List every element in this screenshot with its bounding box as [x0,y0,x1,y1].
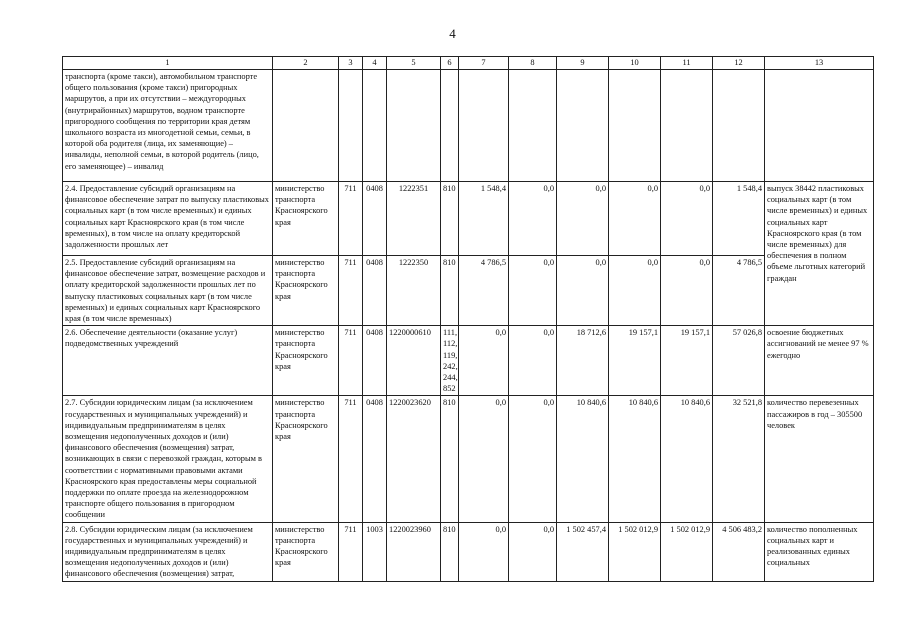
column-header: 11 [661,57,713,70]
value-total: 4 506 483,2 [713,522,765,581]
responsible-body: министерство транспорта Красноярского края [273,256,339,326]
value-col9 [557,70,609,182]
column-header: 9 [557,57,609,70]
responsible-body: министерство транспорта Красноярского края [273,522,339,581]
measure-description: 2.5. Предоставление субсидий организациям на финансовое обеспечение затрат, возмещение расходов и оплату кредиторской задолженности прошлых лет по выпуску пластиковых социальных карт (в том числе временных) и единых социальных карт Красноярского края (в том числе временных) [63,256,273,326]
value-col10: 0,0 [609,256,661,326]
grbs-code [339,70,363,182]
value-col8: 0,0 [509,396,557,522]
column-header: 4 [363,57,387,70]
expense-type: 810 [441,256,459,326]
section-code: 0408 [363,256,387,326]
column-header: 7 [459,57,509,70]
target-article: 1220000610 [387,326,441,396]
value-col8: 0,0 [509,326,557,396]
expected-result: количество перевезенных пассажиров в год – 305500 человек [765,396,874,522]
value-col10: 1 502 012,9 [609,522,661,581]
measure-description: 2.4. Предоставление субсидий организациям на финансовое обеспечение затрат по выпуску пластиковых социальных карт (в том числе временных) и единых социальных карт Красноярского края (в том числе временных), в том числе на оплату кредиторской задолженности прошлых лет [63,182,273,256]
value-col9: 0,0 [557,256,609,326]
grbs-code: 711 [339,396,363,522]
value-col7: 1 548,4 [459,182,509,256]
section-code: 1003 [363,522,387,581]
value-col10 [609,70,661,182]
expense-type: 810 [441,522,459,581]
expense-type [441,70,459,182]
measure-description: 2.6. Обеспечение деятельности (оказание услуг) подведомственных учреждений [63,326,273,396]
measure-description: транспорта (кроме такси), автомобильном транспорте общего пользования (кроме такси) пригородных маршрутов, а при их отсутствии – междугородных (внутрирайонных) маршрутов, водном транспорте пригородного сообщения по территории края детям школьного возраста из многодетной семьи, семьи, в которой оба родителя (лица, их заменяющие) – инвалиды, неполной семьи, в которой родитель (лицо, его заменяющее) – инвалид [63,70,273,182]
value-col11: 19 157,1 [661,326,713,396]
column-header: 12 [713,57,765,70]
responsible-body: министерство транспорта Красноярского края [273,396,339,522]
measure-description: 2.8. Субсидии юридическим лицам (за исключением государственных и муниципальных учреждений) и индивидуальным предпринимателям в целях возмещения недополученных доходов и (или) финансового обеспечения (возмещения) затрат, [63,522,273,581]
section-code [363,70,387,182]
value-col11: 0,0 [661,182,713,256]
table-row [63,182,874,256]
column-header: 2 [273,57,339,70]
target-article: 1220023960 [387,522,441,581]
value-col7: 4 786,5 [459,256,509,326]
expected-result: освоение бюджетных ассигнований не менее 97 % ежегодно [765,326,874,396]
value-col11: 10 840,6 [661,396,713,522]
expected-result [765,70,874,182]
grbs-code: 711 [339,522,363,581]
value-col10: 0,0 [609,182,661,256]
value-col11: 0,0 [661,256,713,326]
responsible-body [273,70,339,182]
value-total: 1 548,4 [713,182,765,256]
value-col9: 0,0 [557,182,609,256]
target-article: 1222351 [387,182,441,256]
value-col7: 0,0 [459,396,509,522]
section-code: 0408 [363,326,387,396]
section-code: 0408 [363,182,387,256]
target-article [387,70,441,182]
value-col11 [661,70,713,182]
value-col8: 0,0 [509,256,557,326]
table-row [63,396,874,522]
section-code: 0408 [363,396,387,522]
page-number: 4 [449,26,456,41]
value-total: 32 521,8 [713,396,765,522]
table-row [63,256,874,326]
table-row [63,522,874,581]
value-col10: 10 840,6 [609,396,661,522]
column-header: 13 [765,57,874,70]
measure-description: 2.7. Субсидии юридическим лицам (за исключением государственных и муниципальных учреждений) и индивидуальным предпринимателям в целях возмещения недополученных доходов и (или) финансового обеспечения (возмещения) затрат, возникающих в связи с перевозкой граждан, которым в соответствии с нормативными правовыми актами Красноярского края предоставлены меры социальной поддержки по оплате проезда на железнодорожном транспорте общего пользования в пригородном сообщении [63,396,273,522]
value-col7: 0,0 [459,522,509,581]
expense-type: 810 [441,396,459,522]
value-col9: 1 502 457,4 [557,522,609,581]
value-col9: 10 840,6 [557,396,609,522]
column-header: 6 [441,57,459,70]
column-header: 5 [387,57,441,70]
target-article: 1222350 [387,256,441,326]
value-col9: 18 712,6 [557,326,609,396]
column-number-row [63,57,874,70]
expense-type: 810 [441,182,459,256]
value-col10: 19 157,1 [609,326,661,396]
table-row [63,70,874,182]
value-total [713,70,765,182]
expense-type: 111, 112, 119, 242, 244, 852 [441,326,459,396]
value-col8: 0,0 [509,522,557,581]
responsible-body: министерство транспорта Красноярского края [273,182,339,256]
column-header: 8 [509,57,557,70]
grbs-code: 711 [339,182,363,256]
responsible-body: министерство транспорта Красноярского края [273,326,339,396]
budget-table [62,56,874,582]
value-col8 [509,70,557,182]
expected-result: выпуск 38442 пластиковых социальных карт (в том числе временных) и единых социальных карт Красноярского края (в том числе временных) для обеспечения в полном объеме льготных категорий граждан [765,182,874,326]
column-header: 1 [63,57,273,70]
column-header: 3 [339,57,363,70]
column-header: 10 [609,57,661,70]
table-row [63,326,874,396]
grbs-code: 711 [339,326,363,396]
value-col7 [459,70,509,182]
grbs-code: 711 [339,256,363,326]
value-total: 57 026,8 [713,326,765,396]
value-total: 4 786,5 [713,256,765,326]
value-col11: 1 502 012,9 [661,522,713,581]
target-article: 1220023620 [387,396,441,522]
value-col7: 0,0 [459,326,509,396]
expected-result: количество пополненных социальных карт и реализованных единых социальных [765,522,874,581]
value-col8: 0,0 [509,182,557,256]
